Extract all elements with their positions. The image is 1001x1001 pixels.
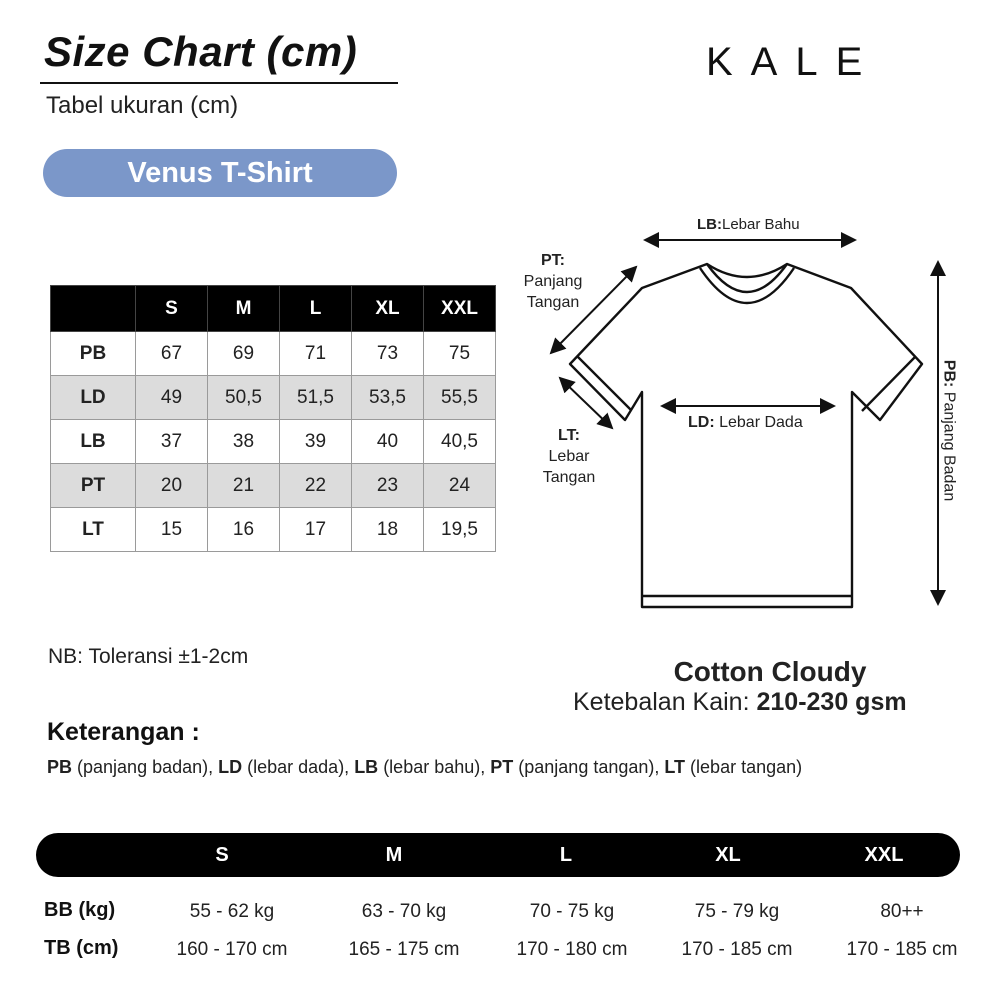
table-cell: 23 [352, 464, 424, 508]
tolerance-note: NB: Toleransi ±1-2cm [48, 645, 249, 668]
table-cell: 21 [208, 464, 280, 508]
table-cell: 16 [208, 508, 280, 552]
table-row [51, 376, 496, 420]
row-label: LD [51, 376, 136, 420]
size-table-corner [51, 286, 136, 332]
fit-cell: 170 - 185 cm [846, 939, 958, 960]
table-row [51, 508, 496, 552]
fabric-name: Cotton Cloudy [673, 656, 867, 687]
table-cell: 17 [280, 508, 352, 552]
row-label: LT [51, 508, 136, 552]
tshirt-outline-icon [570, 264, 922, 607]
table-row [51, 464, 496, 508]
lt-arrow-icon [560, 378, 612, 428]
size-col-header: S [136, 286, 208, 332]
fit-col-header: S [215, 844, 229, 866]
product-name-badge: Venus T-Shirt [43, 149, 397, 197]
fit-col-header: M [385, 844, 403, 866]
table-cell: 55,5 [424, 376, 496, 420]
fit-cell: 75 - 79 kg [694, 901, 780, 922]
table-cell: 50,5 [208, 376, 280, 420]
fit-cell: 63 - 70 kg [361, 901, 447, 922]
row-label: PB [51, 332, 136, 376]
row-label: PT [51, 464, 136, 508]
size-table-header [51, 286, 496, 332]
lb-label: LB:Lebar Bahu [697, 216, 800, 233]
fabric-spec: Ketebalan Kain: 210-230 gsm [573, 688, 907, 716]
table-cell: 19,5 [424, 508, 496, 552]
pb-label: PB: Panjang Badan [940, 359, 958, 502]
row-label: LB [51, 420, 136, 464]
fit-cell: 80++ [880, 901, 924, 922]
table-cell: 40 [352, 420, 424, 464]
table-cell: 40,5 [424, 420, 496, 464]
height-row-label: TB (cm) [44, 937, 119, 959]
fit-cell: 170 - 180 cm [516, 939, 628, 960]
fit-col-header: L [559, 844, 573, 866]
ld-label: LD: Lebar Dada [688, 414, 803, 431]
table-cell: 53,5 [352, 376, 424, 420]
table-cell: 73 [352, 332, 424, 376]
table-cell: 18 [352, 508, 424, 552]
size-col-header: M [208, 286, 280, 332]
table-cell: 15 [136, 508, 208, 552]
fit-col-header: XXL [864, 844, 904, 866]
brand-logo: KALE [706, 40, 881, 84]
lt-label: LT: Lebar Tangan [542, 427, 596, 486]
size-col-header: XL [352, 286, 424, 332]
table-cell: 49 [136, 376, 208, 420]
title-underline [40, 82, 398, 84]
table-cell: 38 [208, 420, 280, 464]
legend-title: Keterangan : [47, 718, 200, 746]
fit-cell: 170 - 185 cm [681, 939, 793, 960]
table-cell: 39 [280, 420, 352, 464]
legend-line: PB (panjang badan), LD (lebar dada), LB (lebar bahu), PT (panjang tangan), LT (lebar tangan) [47, 757, 803, 777]
table-cell: 24 [424, 464, 496, 508]
fit-col-header: XL [715, 844, 741, 866]
table-cell: 20 [136, 464, 208, 508]
table-cell: 71 [280, 332, 352, 376]
table-cell: 51,5 [280, 376, 352, 420]
size-col-header: L [280, 286, 352, 332]
fit-cell: 160 - 170 cm [176, 939, 288, 960]
pt-label: PT: Panjang Tangan [523, 252, 583, 311]
weight-row-label: BB (kg) [44, 899, 116, 921]
table-cell: 75 [424, 332, 496, 376]
fit-size-header-bar [36, 833, 960, 877]
table-cell: 69 [208, 332, 280, 376]
table-cell: 22 [280, 464, 352, 508]
table-row [51, 332, 496, 376]
table-cell: 67 [136, 332, 208, 376]
fit-cell: 55 - 62 kg [189, 901, 275, 922]
size-table [50, 285, 496, 552]
page-subtitle: Tabel ukuran (cm) [46, 92, 239, 119]
table-cell: 37 [136, 420, 208, 464]
table-row [51, 420, 496, 464]
page-title: Size Chart (cm) [44, 28, 358, 75]
fit-cell: 165 - 175 cm [348, 939, 460, 960]
fit-cell: 70 - 75 kg [529, 901, 615, 922]
size-col-header: XXL [424, 286, 496, 332]
